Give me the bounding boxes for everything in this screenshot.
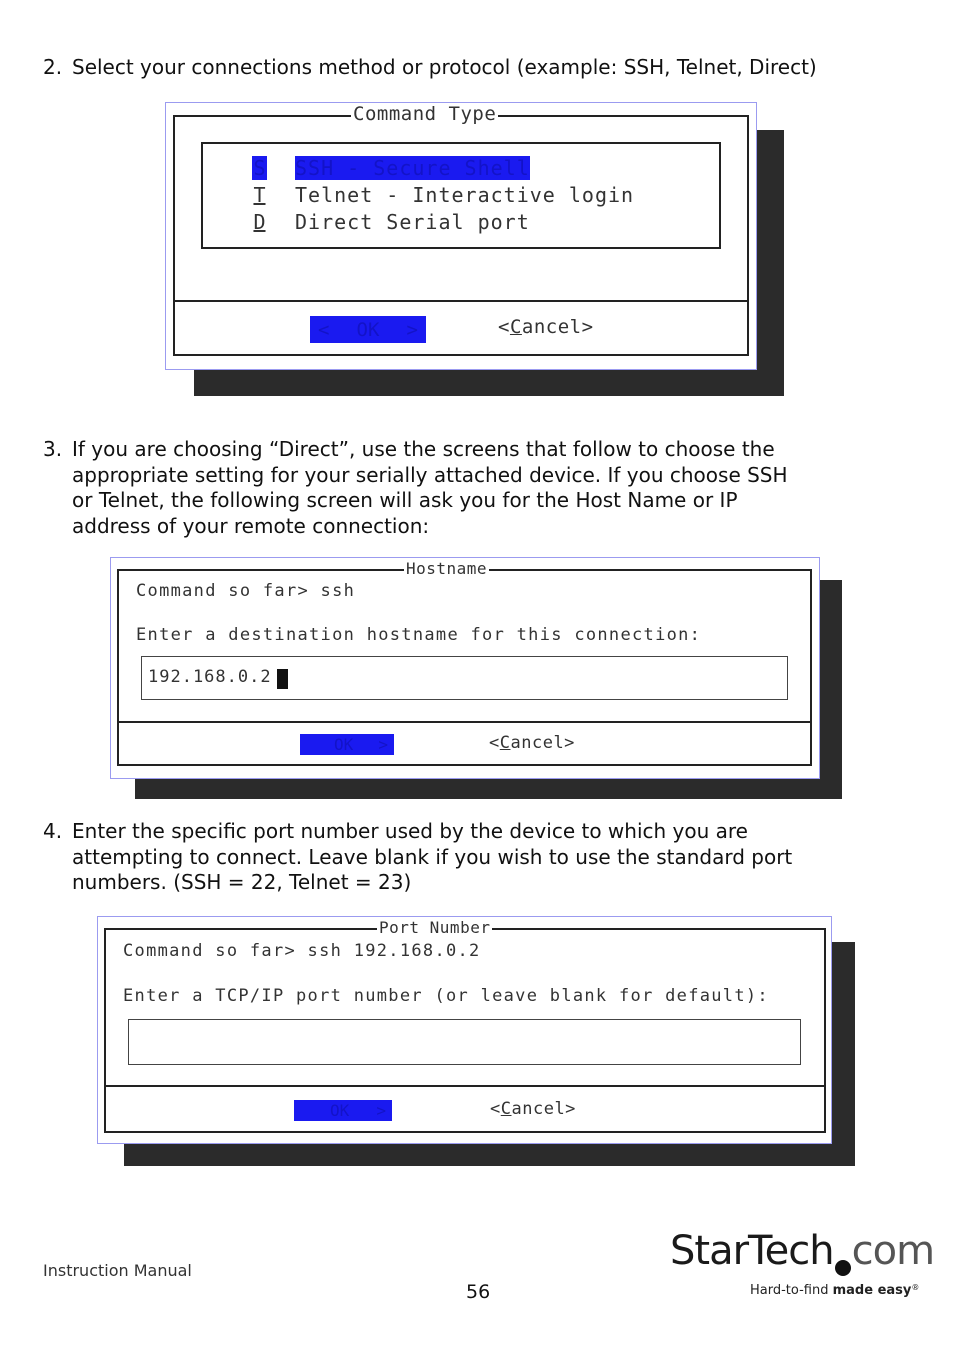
logo-dot-icon xyxy=(835,1260,851,1276)
cancel-rest: ancel> xyxy=(521,316,594,338)
prompt-text: Enter a destination hostname for this connection: xyxy=(136,625,702,645)
divider xyxy=(104,1085,826,1087)
logo-text-b: com xyxy=(851,1228,935,1274)
ok-label: OK xyxy=(356,318,380,341)
startech-logo xyxy=(670,1228,934,1276)
step-2 xyxy=(43,55,923,81)
ok-label: OK xyxy=(330,1101,350,1120)
ok-right-bracket: > xyxy=(378,735,388,754)
ok-button[interactable] xyxy=(310,316,426,343)
cancel-button[interactable] xyxy=(490,1099,576,1119)
divider xyxy=(173,300,749,302)
hostname-value: 192.168.0.2 xyxy=(148,667,272,687)
tagline xyxy=(750,1283,919,1298)
cancel-open: < xyxy=(489,733,500,753)
menu-hotkey: S xyxy=(253,156,266,180)
ok-right-bracket: > xyxy=(406,318,418,341)
dialog-title: Command Type xyxy=(353,103,497,125)
cancel-rest: ancel> xyxy=(511,1099,576,1119)
cancel-hotkey: C xyxy=(499,733,511,753)
page-number: 56 xyxy=(466,1281,491,1303)
command-so-far: Command so far> ssh 192.168.0.2 xyxy=(123,941,481,961)
step-3 xyxy=(43,437,923,539)
ok-label: OK xyxy=(334,735,354,754)
menu-item-label: SSH - Secure Shell xyxy=(295,156,530,180)
dialog-title: Hostname xyxy=(406,559,488,578)
menu-hotkey: D xyxy=(253,210,266,234)
step-number: 4. xyxy=(43,819,63,843)
cancel-rest: ancel> xyxy=(510,733,575,753)
cancel-open: < xyxy=(490,1099,501,1119)
cancel-hotkey: C xyxy=(509,316,522,338)
logo-text-a: StarTech xyxy=(670,1228,834,1274)
step-number: 3. xyxy=(43,437,63,461)
command-so-far: Command so far> ssh xyxy=(136,581,356,601)
ok-left-bracket: < xyxy=(318,318,330,341)
menu-item-label: Direct Serial port xyxy=(295,210,530,234)
ok-button[interactable] xyxy=(300,734,394,755)
cancel-button[interactable] xyxy=(498,316,594,338)
prompt-text: Enter a TCP/IP port number (or leave blank for default): xyxy=(123,986,769,1006)
menu-item-label: Telnet - Interactive login xyxy=(295,183,635,207)
port-input[interactable] xyxy=(128,1019,801,1065)
step-text: If you are choosing “Direct”, use the screens that follow to choose the appropriate setting for your serially attached device. If you choose SSH or Telnet, the following screen will ask you for the Host Name or IP address of your remote connection: xyxy=(72,437,788,538)
step-text: Select your connections method or protocol (example: SSH, Telnet, Direct) xyxy=(72,55,817,79)
menu-hotkey: T xyxy=(253,183,266,207)
hostname-input[interactable] xyxy=(141,656,788,700)
footer-manual-label: Instruction Manual xyxy=(43,1261,192,1280)
ok-button[interactable] xyxy=(294,1100,392,1121)
tagline-b: made easy xyxy=(832,1283,912,1298)
step-text: Enter the specific port number used by the device to which you are attempting to connect. Leave blank if you wish to use the standard port numbers. (SSH = 22, Telnet = 23) xyxy=(72,819,793,894)
text-cursor xyxy=(277,669,288,689)
ok-right-bracket: > xyxy=(376,1101,386,1120)
step-number: 2. xyxy=(43,55,63,79)
divider xyxy=(117,721,812,723)
dialog-title: Port Number xyxy=(379,918,491,937)
registered-mark: ® xyxy=(911,1283,920,1292)
tagline-a: Hard-to-find xyxy=(750,1283,833,1298)
step-4 xyxy=(43,819,923,896)
cancel-button[interactable] xyxy=(489,733,575,753)
cancel-open: < xyxy=(498,316,510,338)
cancel-hotkey: C xyxy=(500,1099,512,1119)
